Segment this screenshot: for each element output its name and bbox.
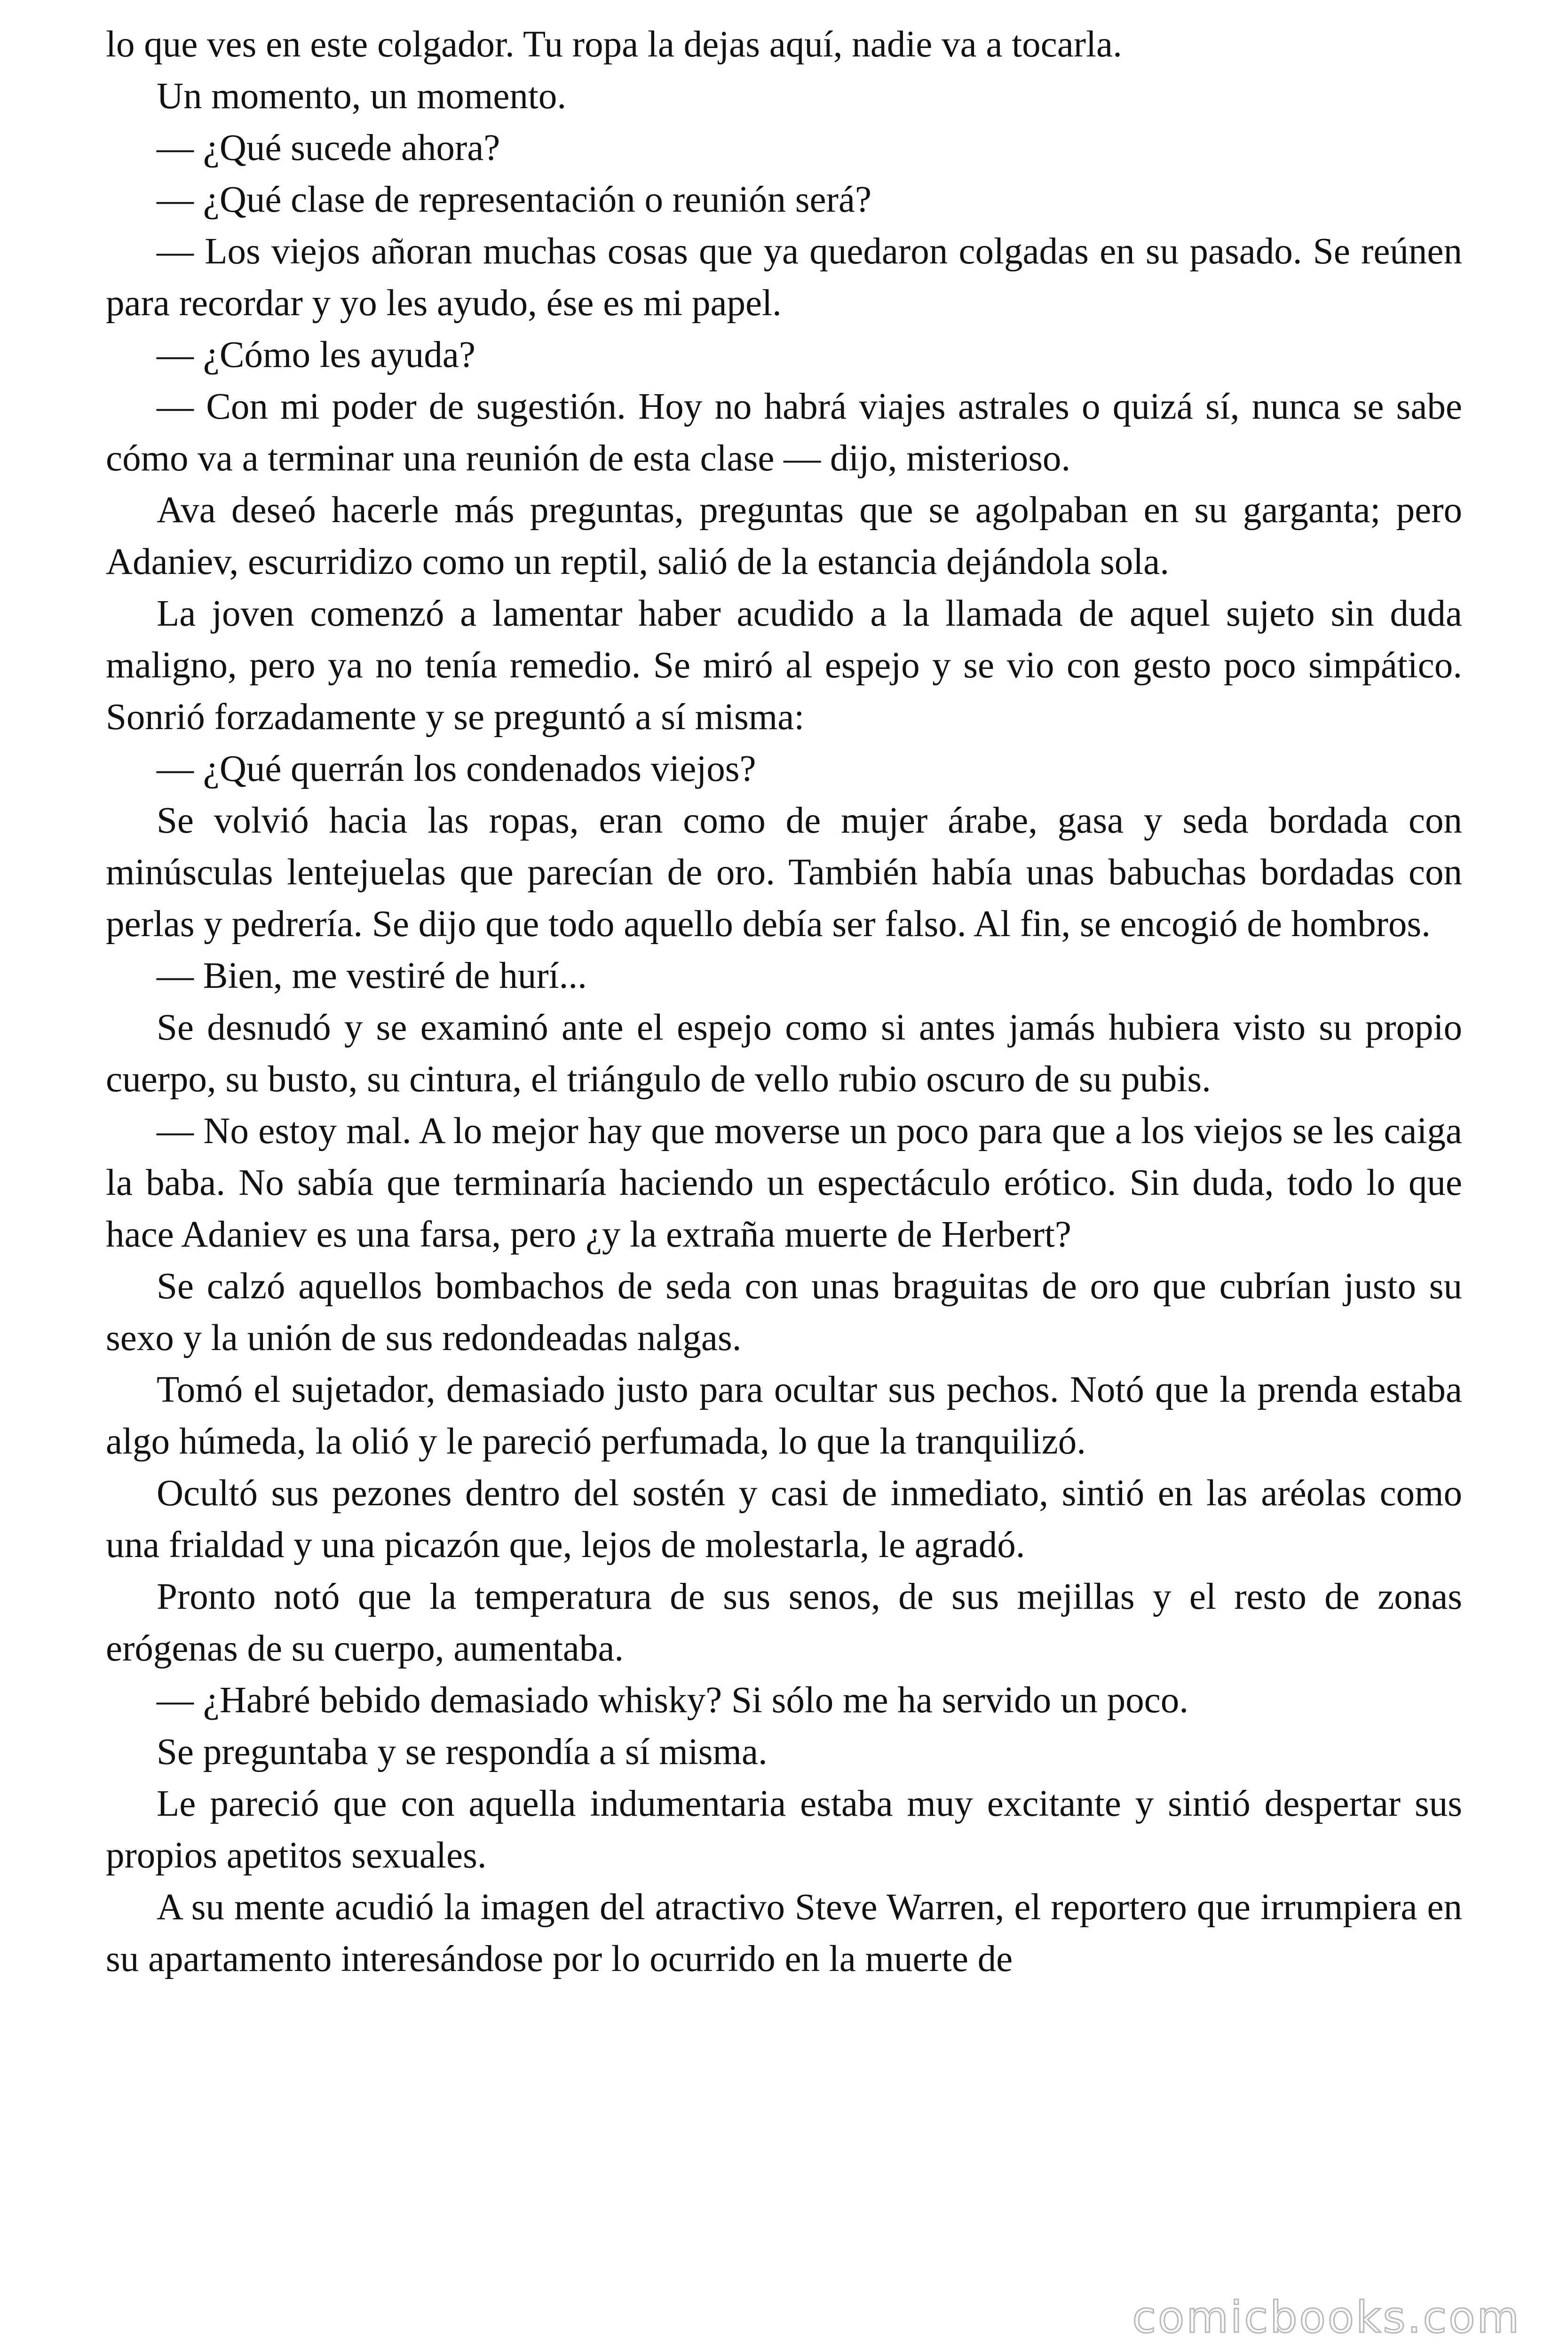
paragraph-15: Se calzó aquellos bombachos de seda con unas braguitas de oro que cubrían justo su sexo y la unión de sus redondeadas nalgas.	[106, 1266, 1462, 1359]
paragraph-2: Un momento, un momento.	[157, 76, 567, 117]
paragraph-21: Le pareció que con aquella indumentaria estaba muy excitante y sintió despertar sus propios apetitos sexuales.	[106, 1783, 1462, 1876]
paragraph-5: — Los viejos añoran muchas cosas que ya quedaron colgadas en su pasado. Se reúnen para recordar y yo les ayudo, ése es mi papel.	[106, 231, 1462, 324]
paragraph-4: — ¿Qué clase de representación o reunión será?	[157, 179, 872, 220]
paragraph-12: — Bien, me vestiré de hurí...	[157, 955, 587, 996]
paragraph-20: Se preguntaba y se respondía a sí misma.	[157, 1732, 768, 1772]
page-body	[106, 19, 1462, 1985]
paragraph-6: — ¿Cómo les ayuda?	[157, 334, 475, 375]
paragraph-19: — ¿Habré bebido demasiado whisky? Si sólo me ha servido un poco.	[157, 1680, 1188, 1721]
paragraph-10: — ¿Qué querrán los condenados viejos?	[157, 748, 756, 789]
paragraph-14: — No estoy mal. A lo mejor hay que moverse un poco para que a los viejos se les caiga la baba. No sabía que terminaría haciendo un espectáculo erótico. Sin duda, todo lo que hace Adaniev es una farsa, pero ¿y la extraña muerte de Herbert?	[106, 1111, 1462, 1255]
paragraph-13: Se desnudó y se examinó ante el espejo como si antes jamás hubiera visto su propio cuerpo, su busto, su cintura, el triángulo de vello rubio oscuro de su pubis.	[106, 1007, 1462, 1100]
paragraph-16: Tomó el sujetador, demasiado justo para ocultar sus pechos. Notó que la prenda estaba algo húmeda, la olió y le pareció perfumada, lo que la tranquilizó.	[106, 1369, 1462, 1462]
paragraph-22: A su mente acudió la imagen del atractivo Steve Warren, el reportero que irrumpiera en su apartamento interesándose por lo ocurrido en la muerte de	[106, 1887, 1462, 1979]
paragraph-7: — Con mi poder de sugestión. Hoy no habrá viajes astrales o quizá sí, nunca se sabe cómo va a terminar una reunión de esta clase — dijo, misterioso.	[106, 386, 1462, 479]
paragraph-1: lo que ves en este colgador. Tu ropa la dejas aquí, nadie va a tocarla.	[106, 24, 1122, 65]
paragraph-11: Se volvió hacia las ropas, eran como de mujer árabe, gasa y seda bordada con minúsculas lentejuelas que parecían de oro. También había unas babuchas bordadas con perlas y pedrería. Se dijo que todo aquello debía ser falso. Al fin, se encogió de hombros.	[106, 800, 1462, 945]
paragraph-8: Ava deseó hacerle más preguntas, preguntas que se agolpaban en su garganta; pero Adaniev, escurridizo como un reptil, salió de la estancia dejándola sola.	[106, 490, 1462, 582]
paragraph-17: Ocultó sus pezones dentro del sostén y casi de inmediato, sintió en las aréolas como una frialdad y una picazón que, lejos de molestarla, le agradó.	[106, 1473, 1462, 1565]
paragraph-3: — ¿Qué sucede ahora?	[157, 127, 500, 168]
paragraph-9: La joven comenzó a lamentar haber acudido a la llamada de aquel sujeto sin duda maligno, pero ya no tenía remedio. Se miró al espejo y se vio con gesto poco simpático. Sonrió forzadamente y se preguntó a sí misma:	[106, 593, 1462, 738]
watermark: comicbooks.com	[1132, 2292, 1521, 2343]
paragraph-18: Pronto notó que la temperatura de sus senos, de sus mejillas y el resto de zonas erógenas de su cuerpo, aumentaba.	[106, 1576, 1462, 1669]
